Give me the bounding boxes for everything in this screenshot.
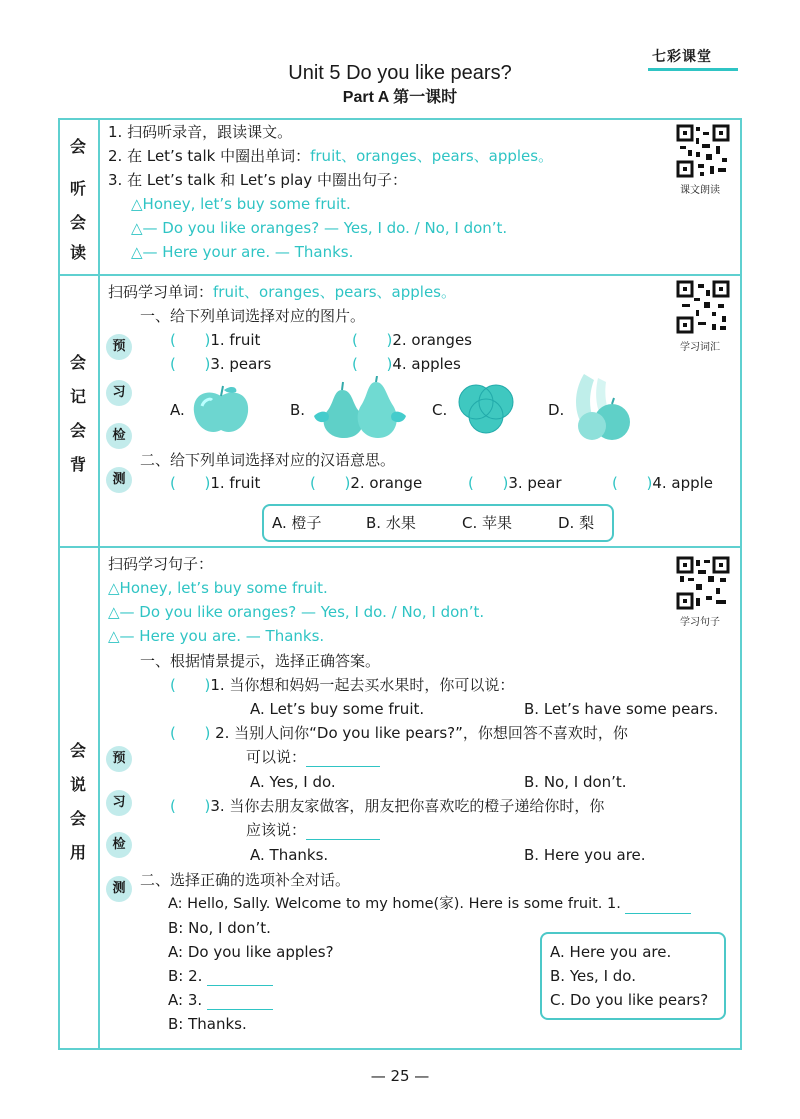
word-item[interactable]: ( )3. pears (170, 355, 272, 373)
preview-badge: 预 (106, 334, 132, 360)
preview-badge: 检 (106, 423, 132, 449)
apple-image[interactable] (188, 384, 254, 436)
answer-blank[interactable] (306, 839, 380, 840)
target-sentence: △— Do you like oranges? — Yes, I do. / No, I don’t. (108, 603, 485, 621)
answer-option[interactable]: A. Thanks. (250, 846, 329, 864)
preview-badge: 习 (106, 380, 132, 406)
task-heading: 二、选择正确的选项补全对话。 (140, 871, 351, 889)
target-sentence: △— Here you are. — Thanks. (108, 627, 325, 645)
question[interactable]: ( ) 2. 当别人问你“Do you like pears?”，你想回答不喜欢时，你 (170, 724, 628, 742)
intro-text: 扫码学习单词： (108, 283, 214, 301)
target-sentence: △Honey, let’s buy some fruit. (131, 195, 351, 213)
dialog-text: B: 2. (168, 967, 203, 985)
question-text: 应该说： (246, 821, 307, 839)
side-label-char: 会 (69, 741, 86, 760)
dialog-choice: A. Here you are. (550, 943, 672, 961)
word-item[interactable]: ( )4. apple (612, 474, 714, 492)
preview-badge: 测 (106, 467, 132, 493)
question-text: 可以说： (246, 748, 307, 766)
side-label-char: 用 (69, 843, 86, 862)
meaning-option: B. 水果 (366, 514, 416, 532)
dialog-choice: B. Yes, I do. (550, 967, 636, 985)
task-heading: 一、根据情景提示，选择正确答案。 (140, 652, 381, 670)
answer-blank[interactable] (207, 1009, 273, 1010)
target-words: fruit、oranges、pears、apples。 (213, 283, 456, 301)
word-item[interactable]: ( )3. pear (468, 474, 562, 492)
word-item[interactable]: ( )2. orange (310, 474, 423, 492)
meaning-option: C. 苹果 (462, 514, 513, 532)
question-continuation (246, 820, 380, 840)
preview-badge: 习 (106, 790, 132, 816)
word-item[interactable]: ( )2. oranges (352, 331, 472, 349)
instruction-line: 1. 扫码听录音，跟读课文。 (108, 123, 293, 141)
unit-title: Unit 5 Do you like pears? (288, 62, 512, 84)
qr-caption: 学习词汇 (680, 342, 720, 353)
side-label-char: 会 (69, 213, 86, 232)
dialog-text: A: 3. (168, 991, 203, 1009)
part-title: Part A 第一课时 (342, 89, 458, 106)
instruction-line: 3. 在 Let’s talk 和 Let’s play 中圈出句子： (108, 171, 407, 189)
side-label-char: 会 (69, 137, 86, 156)
target-sentence: △Honey, let’s buy some fruit. (108, 579, 328, 597)
side-column-divider (98, 118, 100, 1050)
meaning-option: D. 梨 (558, 514, 595, 532)
target-sentence: △— Do you like oranges? — Yes, I do. / No, I don’t. (131, 219, 508, 237)
side-label-char: 听 (69, 179, 86, 198)
section-divider-2 (58, 546, 742, 548)
logo-text: 七彩 (652, 49, 682, 65)
dialog-line (168, 966, 273, 986)
fruit-image[interactable] (570, 370, 640, 444)
side-label-char: 读 (69, 243, 86, 262)
pears-image[interactable] (312, 376, 408, 440)
answer-option[interactable]: B. Let’s have some pears. (524, 700, 719, 718)
side-label-char: 说 (69, 775, 86, 794)
target-sentence: △— Here your are. — Thanks. (131, 243, 354, 261)
answer-blank[interactable] (207, 985, 273, 986)
answer-option[interactable]: A. Yes, I do. (250, 773, 336, 791)
instruction-text: 2. 在 Let’s talk 中圈出单词： (108, 147, 311, 165)
qr-code-icon[interactable] (676, 124, 730, 178)
word-item[interactable]: ( )4. apples (352, 355, 461, 373)
page-number: — 25 — (370, 1067, 430, 1085)
answer-option[interactable]: B. Here you are. (524, 846, 646, 864)
dialog-text: A: Hello, Sally. Welcome to my home(家). Here is some fruit. 1. (168, 896, 621, 912)
side-label-char: 会 (69, 353, 86, 372)
answer-option[interactable]: A. Let’s buy some fruit. (250, 700, 425, 718)
dialog-line: B: No, I don’t. (168, 919, 271, 937)
instruction-line (108, 146, 553, 166)
dialog-line: A: Do you like apples? (168, 943, 334, 961)
question[interactable]: ( )3. 当你去朋友家做客，朋友把你喜欢吃的橙子递给你时，你 (170, 797, 605, 815)
qr-caption: 学习句子 (680, 617, 720, 628)
qr-code-icon[interactable] (676, 280, 730, 334)
section-divider-1 (58, 274, 742, 276)
section-intro (108, 282, 456, 302)
target-words: fruit、oranges、pears、apples。 (310, 147, 554, 165)
dialog-line: B: Thanks. (168, 1015, 247, 1033)
answer-blank[interactable] (625, 913, 691, 914)
dialog-line (168, 894, 691, 914)
image-option-label: D. (548, 401, 565, 419)
preview-badge: 检 (106, 832, 132, 858)
dialog-line (168, 990, 273, 1010)
preview-badge: 预 (106, 746, 132, 772)
side-label-char: 记 (69, 387, 86, 406)
meaning-option: A. 橙子 (272, 514, 322, 532)
image-option-label: A. (170, 401, 185, 419)
question-continuation (246, 747, 380, 767)
answer-option[interactable]: B. No, I don’t. (524, 773, 627, 791)
oranges-image[interactable] (456, 382, 516, 434)
side-label-char: 会 (69, 809, 86, 828)
qr-caption: 课文朗读 (680, 185, 720, 196)
question[interactable]: ( )1. 当你想和妈妈一起去买水果时，你可以说： (170, 676, 515, 694)
answer-blank[interactable] (306, 766, 380, 767)
dialog-choice: C. Do you like pears? (550, 991, 709, 1009)
logo-suffix: 课堂 (682, 49, 712, 65)
image-option-label: C. (432, 401, 448, 419)
task-heading: 二、给下列单词选择对应的汉语意思。 (140, 451, 396, 469)
qr-code-icon[interactable] (676, 556, 730, 610)
word-item[interactable]: ( )1. fruit (170, 474, 261, 492)
task-heading: 一、给下列单词选择对应的图片。 (140, 307, 366, 325)
section-intro: 扫码学习句子： (108, 555, 214, 573)
side-label-char: 会 (69, 421, 86, 440)
word-item[interactable]: ( )1. fruit (170, 331, 261, 349)
preview-badge: 测 (106, 876, 132, 902)
side-label-char: 背 (69, 455, 86, 474)
image-option-label: B. (290, 401, 306, 419)
